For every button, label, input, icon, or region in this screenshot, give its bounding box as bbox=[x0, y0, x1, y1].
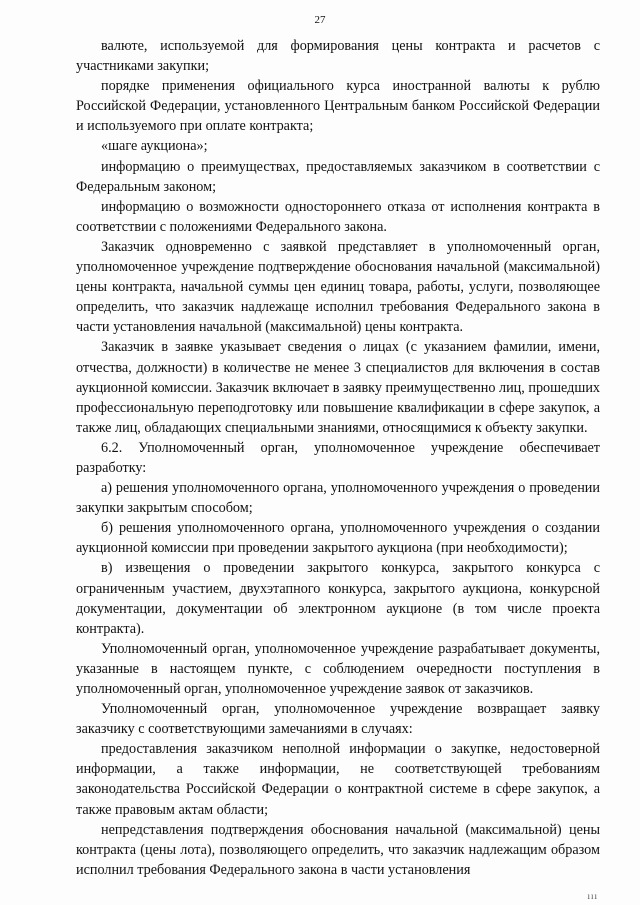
paragraph: 6.2. Уполномоченный орган, уполномоченное учреждение обеспечивает разработку: bbox=[76, 439, 600, 476]
paragraph: валюте, используемой для формирования цены контракта и расчетов с участниками закупки; bbox=[76, 38, 600, 75]
paragraph: а) решения уполномоченного органа, уполномоченного учреждения о проведении закупки закрытым способом; bbox=[76, 480, 600, 517]
paragraph: в) извещения о проведении закрытого конкурса, закрытого конкурса с ограниченным участием, двухэтапного конкурса, закрытого аукциона, конкурсной документации, документации об электронном аукционе (в том числе проекта контракта). bbox=[76, 560, 600, 637]
document-body bbox=[76, 36, 600, 880]
paragraph: Уполномоченный орган, уполномоченное учреждение разрабатывает документы, указанные в настоящем пункте, с соблюдением очередности поступления в уполномоченный орган, уполномоченное учреждение заявок от заказчиков. bbox=[76, 640, 600, 697]
paragraph: Заказчик одновременно с заявкой представляет в уполномоченный орган, уполномоченное учреждение подтверждение обоснования начальной (максимальной) цены контракта, начальной суммы цен единиц товара, работы, услуги, позволяющее определить, что заказчик надлежаще исполнил требования Федерального закона в части установления начальной (максимальной) цены контракта. bbox=[76, 238, 600, 336]
paragraph: порядке применения официального курса иностранной валюты к рублю Российской Федерации, установленного Центральным банком Российской Федерации и используемого при оплате контракта; bbox=[76, 78, 600, 135]
paragraph: предоставления заказчиком неполной информации о закупке, недостоверной информации, а также информации, не соответствующей требованиям законодательства Российской Федерации о контрактной системе в сфере закупок, а также правовым актам области; bbox=[76, 741, 600, 818]
corner-mark: ııı bbox=[587, 891, 598, 901]
paragraph: информацию о возможности одностороннего отказа от исполнения контракта в соответствии с положениями Федерального закона. bbox=[76, 198, 600, 235]
paragraph: Уполномоченный орган, уполномоченное учреждение возвращает заявку заказчику с соответствующими замечаниями в случаях: bbox=[76, 701, 600, 738]
page-number: 27 bbox=[314, 14, 326, 26]
paragraph: «шаге аукциона»; bbox=[101, 138, 208, 155]
paragraph: б) решения уполномоченного органа, уполномоченного учреждения о создании аукционной комиссии при проведении закрытого аукциона (при необходимости); bbox=[76, 520, 600, 557]
paragraph: информацию о преимуществах, предоставляемых заказчиком в соответствии с Федеральным законом; bbox=[76, 158, 600, 195]
paragraph: Заказчик в заявке указывает сведения о лицах (с указанием фамилии, имени, отчества, должности) в количестве не менее 3 специалистов для включения в состав аукционной комиссии. Заказчик включает в заявку преимущественно лиц, прошедших профессиональную переподготовку или повышение квалификации в сфере закупок, а также лиц, обладающих специальными знаниями, относящимися к объекту закупки. bbox=[76, 339, 600, 436]
paragraph: непредставления подтверждения обоснования начальной (максимальной) цены контракта (цены лота), позволяющего определить, что заказчик надлежащим образом исполнил требования Федерального закона в части установления bbox=[76, 821, 600, 878]
